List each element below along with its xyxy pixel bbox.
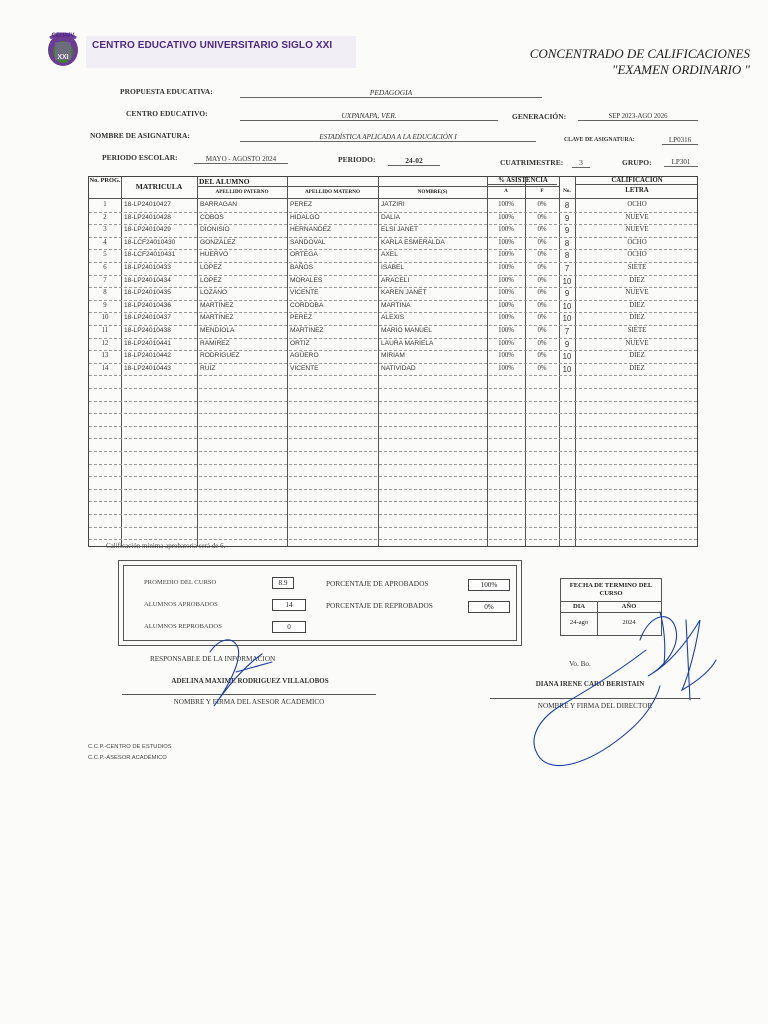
cell-paterno: RODRIGUEZ bbox=[200, 352, 240, 360]
cell-a: 100% bbox=[498, 301, 514, 309]
reprobados-value: 0 bbox=[272, 621, 306, 633]
cell-num: 10 bbox=[562, 364, 572, 374]
cell-paterno: MARTINEZ bbox=[200, 301, 234, 309]
header-apellido-materno: APELLIDO MATERNO bbox=[304, 189, 361, 195]
cell-materno: AGÜERO bbox=[290, 352, 319, 360]
cell-nombre: MARIO MANUEL bbox=[381, 327, 432, 334]
asignatura-label: NOMBRE DE ASIGNATURA: bbox=[90, 131, 190, 140]
clave-value: LP0316 bbox=[662, 136, 698, 145]
cell-f: 0% bbox=[537, 301, 547, 309]
cell-num: 9 bbox=[564, 339, 570, 349]
responsable-label: RESPONSABLE DE LA INFORMACION bbox=[150, 655, 276, 663]
cuatrimestre-value: 3 bbox=[572, 158, 590, 168]
director-caption: NOMBRE Y FIRMA DEL DIRECTOR bbox=[537, 702, 653, 710]
cell-matricula: 18-LP24010437 bbox=[124, 314, 171, 322]
cell-a: 100% bbox=[498, 289, 514, 297]
grupo-value: LP301 bbox=[664, 158, 698, 167]
cell-nombre: KAREN JANET bbox=[381, 289, 427, 297]
cell-f: 0% bbox=[537, 201, 547, 208]
cell-matricula: 18-LP24010429 bbox=[124, 226, 171, 234]
cell-f: 0% bbox=[537, 264, 547, 271]
cell-letra: SIETE bbox=[627, 264, 647, 271]
cuatrimestre-label: CUATRIMESTRE: bbox=[500, 158, 564, 167]
cell-letra: NUEVE bbox=[625, 289, 649, 297]
header-asistencia: % ASISTENCIA bbox=[498, 177, 548, 184]
cell-letra: DIEZ bbox=[629, 364, 645, 372]
min-grade-note: Calificación mínima aprobatoria será de 6. bbox=[106, 542, 226, 550]
cell-a: 100% bbox=[498, 339, 514, 347]
generacion-value: SEP 2023-AGO 2026 bbox=[578, 113, 698, 121]
cell-nombre: ISABEL bbox=[381, 264, 405, 271]
cell-paterno: BARRAGAN bbox=[200, 201, 238, 208]
cell-matricula: 18-LP24010433 bbox=[124, 264, 171, 271]
header-f: F bbox=[540, 188, 544, 194]
cell-f: 0% bbox=[537, 251, 547, 259]
cell-paterno: RAMIREZ bbox=[200, 339, 230, 347]
cell-matricula: 18-LP24010435 bbox=[124, 289, 171, 297]
header-no: No. bbox=[563, 188, 571, 194]
vobo-label: Vo. Bo. bbox=[569, 660, 591, 668]
cell-paterno: DIONISIO bbox=[200, 226, 230, 234]
cell-f: 0% bbox=[537, 276, 547, 284]
cell-num: 10 bbox=[562, 301, 572, 311]
cell-materno: ORTEGA bbox=[290, 251, 318, 259]
cell-letra: DIEZ bbox=[629, 276, 645, 284]
cell-a: 100% bbox=[498, 264, 514, 271]
cell-paterno: LOPEZ bbox=[200, 264, 222, 271]
cell-a: 100% bbox=[498, 201, 514, 208]
cell-letra: DIEZ bbox=[629, 301, 645, 309]
cell-nombre: MIRIAM bbox=[381, 352, 405, 360]
cell-nombre: AXEL bbox=[381, 251, 398, 259]
cell-paterno: COBOS bbox=[200, 213, 224, 221]
pct-reprobados-value: 0% bbox=[468, 601, 510, 613]
cell-a: 100% bbox=[498, 238, 514, 246]
cell-no: 7 bbox=[103, 276, 107, 284]
header-a: A bbox=[504, 188, 508, 194]
cell-materno: ORTIZ bbox=[290, 339, 310, 347]
responsable-name: ADELINA MAXIME RODRIGUEZ VILLALOBOS bbox=[171, 677, 329, 685]
periodo-escolar-label: PERIODO ESCOLAR: bbox=[102, 153, 178, 162]
cell-matricula: 18-LP24010442 bbox=[124, 352, 171, 360]
cell-f: 0% bbox=[537, 238, 547, 246]
cell-letra: NUEVE bbox=[625, 213, 649, 221]
reprobados-label: ALUMNOS REPROBADOS bbox=[144, 623, 222, 630]
pct-aprobados-label: PORCENTAJE DE APROBADOS bbox=[326, 579, 429, 588]
cell-letra: OCHO bbox=[627, 201, 647, 208]
propuesta-value: PEDAGOGIA bbox=[240, 88, 542, 98]
cell-matricula: 18-LP24010443 bbox=[124, 364, 171, 372]
cell-nombre: DALIA bbox=[381, 213, 401, 221]
cell-matricula: 18-LP24010436 bbox=[124, 301, 171, 309]
promedio-value: 8.9 bbox=[272, 577, 294, 589]
cell-paterno: GONZALEZ bbox=[200, 238, 236, 246]
cc-line1: C.C.P.-CENTRO DE ESTUDIOS bbox=[88, 744, 172, 750]
centro-label: CENTRO EDUCATIVO: bbox=[126, 109, 208, 118]
asignatura-value: ESTADÍSTICA APLICADA A LA EDUCACIÓN I bbox=[240, 133, 536, 142]
cell-materno: MORALES bbox=[290, 276, 323, 284]
header-del-alumno: DEL ALUMNO bbox=[199, 177, 250, 186]
cell-no: 14 bbox=[101, 364, 109, 372]
cell-materno: BAÑOS bbox=[290, 264, 314, 271]
cell-materno: HIDALGO bbox=[290, 213, 320, 221]
cell-f: 0% bbox=[537, 226, 547, 234]
pct-reprobados-label: PORCENTAJE DE REPROBADOS bbox=[326, 601, 433, 610]
director-signature bbox=[640, 617, 716, 690]
cell-a: 100% bbox=[498, 327, 514, 334]
header-letra: LETRA bbox=[625, 187, 649, 194]
cell-a: 100% bbox=[498, 226, 514, 234]
cell-num: 10 bbox=[562, 314, 572, 324]
header-apellido-paterno: APELLIDO PATERNO bbox=[215, 189, 269, 195]
cell-f: 0% bbox=[537, 327, 547, 334]
cell-materno: VICENTE bbox=[290, 364, 319, 372]
svg-text:XXI: XXI bbox=[57, 54, 69, 61]
cell-a: 100% bbox=[498, 314, 514, 322]
cell-no: 8 bbox=[103, 289, 107, 297]
cell-no: 1 bbox=[103, 201, 107, 208]
logo-text: CEUNIV bbox=[51, 33, 75, 39]
cell-paterno: MARTINEZ bbox=[200, 314, 234, 322]
cell-letra: NUEVE bbox=[625, 339, 649, 347]
report-title-line1: CONCENTRADO DE CALIFICACIONES bbox=[529, 46, 750, 61]
cell-nombre: MARTINA bbox=[381, 301, 411, 309]
cell-num: 9 bbox=[564, 226, 570, 236]
cell-matricula: 18-LCF24010431 bbox=[124, 251, 176, 259]
cell-num: 8 bbox=[564, 251, 570, 261]
fecha-dia-value: 24-ago bbox=[569, 619, 589, 626]
fecha-dia-label: DIA bbox=[572, 603, 586, 610]
cell-num: 8 bbox=[564, 201, 570, 210]
cell-num: 9 bbox=[564, 213, 570, 223]
cell-num: 7 bbox=[564, 264, 570, 273]
cell-letra: NUEVE bbox=[625, 226, 649, 234]
fecha-anio-label: AÑO bbox=[621, 603, 637, 610]
cell-letra: DIEZ bbox=[629, 352, 645, 360]
cell-materno: CORDOBA bbox=[290, 301, 324, 309]
cell-num: 7 bbox=[564, 327, 570, 336]
aprobados-value: 14 bbox=[272, 599, 306, 611]
cell-no: 4 bbox=[103, 238, 107, 246]
cell-nombre: JATZIRI bbox=[381, 201, 405, 208]
cell-num: 9 bbox=[564, 289, 570, 299]
cell-nombre: ARACELI bbox=[381, 276, 410, 284]
cell-no: 5 bbox=[103, 251, 107, 259]
cell-paterno: RUIZ bbox=[200, 364, 216, 372]
cell-letra: SIETE bbox=[627, 327, 647, 334]
responsable-caption: NOMBRE Y FIRMA DEL ASESOR ACADEMICO bbox=[173, 698, 325, 706]
cell-matricula: 18-LCF24010430 bbox=[124, 238, 176, 246]
cell-materno: MARTINEZ bbox=[290, 327, 324, 334]
header-calificacion: CALIFICACION bbox=[611, 177, 663, 184]
cell-no: 11 bbox=[101, 327, 109, 334]
cell-num: 10 bbox=[562, 352, 572, 362]
cell-f: 0% bbox=[537, 364, 547, 372]
aprobados-label: ALUMNOS APROBADOS bbox=[144, 601, 218, 608]
header-nombres: NOMBRE(S) bbox=[417, 189, 448, 195]
cell-letra: OCHO bbox=[627, 251, 647, 259]
cell-paterno: LOZANO bbox=[200, 289, 228, 297]
director-name: DIANA IRENE CARO BERISTAIN bbox=[535, 680, 645, 688]
centro-value: UXPANAPA, VER. bbox=[240, 111, 498, 121]
cell-materno: PEREZ bbox=[290, 201, 312, 208]
cell-num: 8 bbox=[564, 238, 570, 248]
cell-a: 100% bbox=[498, 276, 514, 284]
fecha-title: FECHA DE TERMINO DEL CURSO bbox=[569, 582, 653, 597]
cell-no: 10 bbox=[101, 314, 109, 322]
header-matricula: MATRICULA bbox=[135, 182, 183, 191]
generacion-label: GENERACIÓN: bbox=[512, 112, 567, 121]
cell-a: 100% bbox=[498, 213, 514, 221]
cell-f: 0% bbox=[537, 289, 547, 297]
advisor-signature bbox=[210, 640, 262, 706]
cell-nombre: LAURA MARIELA bbox=[381, 339, 434, 347]
cell-f: 0% bbox=[537, 213, 547, 221]
cell-matricula: 18-LP24010427 bbox=[124, 201, 171, 208]
cell-a: 100% bbox=[498, 364, 514, 372]
pct-aprobados-value: 100% bbox=[468, 579, 510, 591]
cell-no: 6 bbox=[103, 264, 107, 271]
school-name: CENTRO EDUCATIVO UNIVERSITARIO SIGLO XXI bbox=[92, 40, 333, 51]
cell-nombre: ALEXIS bbox=[381, 314, 405, 322]
promedio-label: PROMEDIO DEL CURSO bbox=[144, 579, 217, 586]
cc-line2: C.C.P.-ASESOR ACADÉMICO bbox=[88, 755, 167, 761]
cell-no: 9 bbox=[103, 301, 107, 309]
cell-no: 3 bbox=[103, 226, 107, 234]
cell-paterno: HUERVO bbox=[200, 251, 229, 259]
propuesta-label: PROPUESTA EDUCATIVA: bbox=[120, 87, 213, 96]
cell-nombre: NATIVIDAD bbox=[381, 364, 416, 372]
cell-matricula: 18-LP24010438 bbox=[124, 327, 171, 334]
cell-materno: HERNANDEZ bbox=[290, 226, 332, 234]
cell-no: 13 bbox=[101, 352, 109, 360]
periodo-escolar-value: MAYO - AGOSTO 2024 bbox=[194, 155, 288, 164]
periodo-label: PERIODO: bbox=[338, 155, 376, 164]
cell-a: 100% bbox=[498, 251, 514, 259]
cell-materno: PEREZ bbox=[290, 314, 312, 322]
report-title-line2: "EXAMEN ORDINARIO " bbox=[612, 62, 750, 77]
cell-f: 0% bbox=[537, 352, 547, 360]
grupo-label: GRUPO: bbox=[622, 158, 652, 167]
cell-nombre: ELSI JANET bbox=[381, 226, 419, 234]
cell-paterno: LOPEZ bbox=[200, 276, 222, 284]
cell-paterno: MENDIOLA bbox=[200, 327, 235, 334]
cell-materno: SANDOVAL bbox=[290, 238, 326, 246]
cell-letra: DIEZ bbox=[629, 314, 645, 322]
cell-f: 0% bbox=[537, 339, 547, 347]
cell-matricula: 18-LP24010428 bbox=[124, 213, 171, 221]
cell-matricula: 18-LP24010441 bbox=[124, 339, 171, 347]
cell-no: 2 bbox=[103, 213, 107, 221]
cell-nombre: KARLA ESMERALDA bbox=[381, 238, 445, 246]
header-no-prog: No. PROG. bbox=[89, 177, 121, 184]
clave-label: CLAVE DE ASIGNATURA: bbox=[564, 137, 635, 143]
periodo-value: 24-02 bbox=[388, 156, 440, 166]
cell-no: 12 bbox=[101, 339, 109, 347]
cell-num: 10 bbox=[562, 276, 572, 286]
cell-materno: VICENTE bbox=[290, 289, 319, 297]
cell-a: 100% bbox=[498, 352, 514, 360]
cell-f: 0% bbox=[537, 314, 547, 322]
fecha-anio-value: 2024 bbox=[622, 619, 636, 626]
cell-letra: OCHO bbox=[627, 238, 647, 246]
cell-matricula: 18-LP24010434 bbox=[124, 276, 171, 284]
